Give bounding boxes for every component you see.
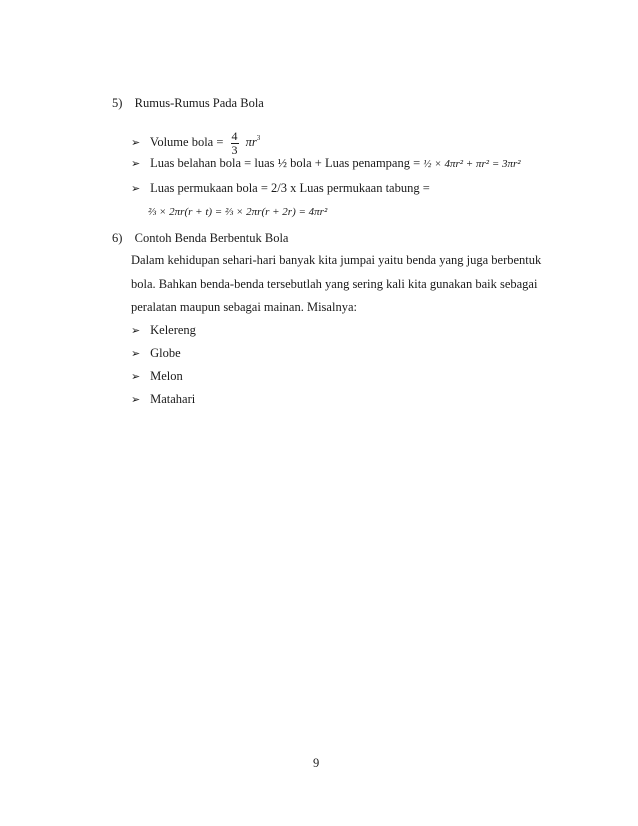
list-item-label: Globe — [150, 346, 181, 360]
volume-formula — [131, 120, 260, 156]
list-item-label: Kelereng — [150, 323, 196, 337]
arrowhead-bullet-icon: ➢ — [131, 157, 141, 170]
paragraph-line: Dalam kehidupan sehari-hari banyak kita jumpai yaitu benda yang juga berbentuk — [131, 253, 542, 267]
paragraph-line: bola. Bahkan benda-benda tersebutlah yang sering kali kita gunakan baik sebagai — [131, 277, 538, 291]
list-item — [131, 392, 195, 407]
list-item — [131, 369, 183, 384]
section-5-heading — [112, 96, 264, 111]
luas-belahan-label: Luas belahan bola = luas ½ bola + Luas penampang = — [150, 156, 421, 170]
luas-permukaan-label: Luas permukaan bola = 2/3 x Luas permukaan tabung = — [150, 181, 430, 195]
arrowhead-bullet-icon: ➢ — [131, 370, 141, 383]
list-item — [131, 323, 196, 338]
volume-exponent: 3 — [256, 134, 261, 142]
arrowhead-bullet-icon: ➢ — [131, 324, 141, 337]
arrowhead-bullet-icon: ➢ — [131, 347, 141, 360]
volume-fraction — [231, 130, 239, 157]
paragraph-line: peralatan maupun sebagai mainan. Misalnya: — [131, 300, 357, 314]
luas-permukaan-line — [131, 181, 430, 196]
luas-belahan-formula: ½ × 4πr² + πr² = 3πr² — [423, 158, 521, 170]
arrowhead-bullet-icon: ➢ — [131, 136, 141, 149]
page-number: 9 — [313, 756, 320, 770]
section-5-number: 5) — [112, 96, 123, 110]
section-6-title: Contoh Benda Berbentuk Bola — [134, 231, 289, 245]
list-item-label: Melon — [150, 369, 183, 383]
section-6-number: 6) — [112, 231, 123, 245]
luas-permukaan-formula: ⅔ × 2πr(r + t) = ⅔ × 2πr(r + 2r) = 4πr² — [148, 206, 328, 218]
section-6-heading — [112, 231, 288, 246]
arrowhead-bullet-icon: ➢ — [131, 393, 141, 406]
luas-belahan-line — [131, 156, 521, 171]
section-5-title: Rumus-Rumus Pada Bola — [134, 96, 264, 110]
fraction-denominator: 3 — [231, 142, 238, 157]
list-item-label: Matahari — [150, 392, 196, 406]
list-item — [131, 346, 181, 361]
arrowhead-bullet-icon: ➢ — [131, 182, 141, 195]
volume-expr: πr — [245, 135, 257, 149]
fraction-numerator: 4 — [231, 128, 238, 143]
volume-label: Volume bola = — [149, 135, 224, 149]
